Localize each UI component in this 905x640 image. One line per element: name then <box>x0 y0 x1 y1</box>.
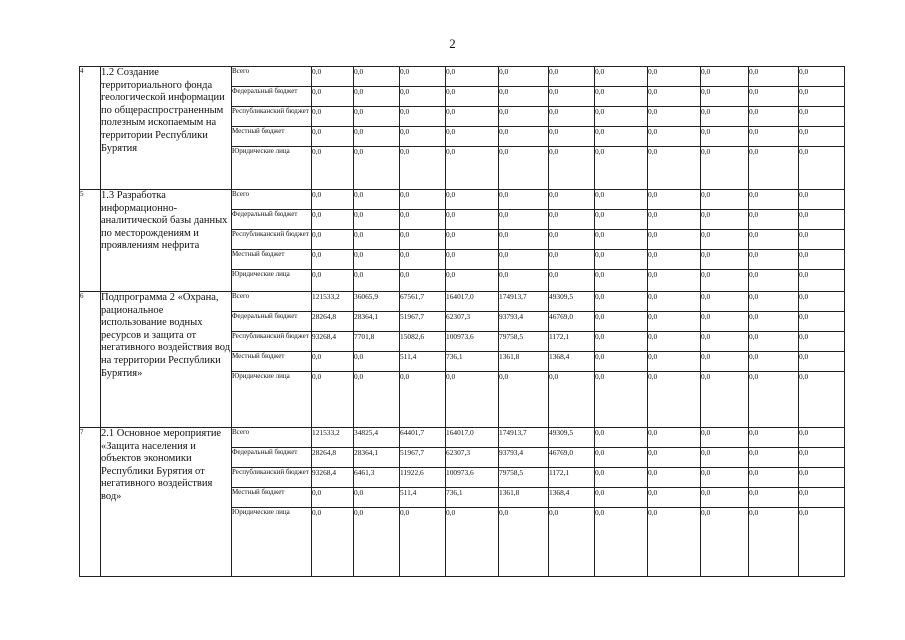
funding-source: Федеральный бюджет <box>232 87 312 107</box>
budget-value: 93793,4 <box>499 448 549 468</box>
budget-value: 0,0 <box>749 190 799 210</box>
budget-value: 0,0 <box>549 127 595 147</box>
budget-value: 0,0 <box>595 107 648 127</box>
budget-value: 0,0 <box>701 107 749 127</box>
budget-value: 51967,7 <box>400 312 446 332</box>
table-row <box>80 428 845 448</box>
budget-value: 0,0 <box>648 250 701 270</box>
budget-value: 0,0 <box>595 312 648 332</box>
budget-value: 0,0 <box>354 352 400 372</box>
budget-value: 0,0 <box>312 488 354 508</box>
budget-table <box>79 66 845 577</box>
budget-value: 0,0 <box>701 210 749 230</box>
funding-source: Местный бюджет <box>232 250 312 270</box>
budget-value: 0,0 <box>648 270 701 292</box>
budget-value: 11922,6 <box>400 468 446 488</box>
row-number: 5 <box>80 190 101 292</box>
budget-value: 0,0 <box>549 230 595 250</box>
budget-value: 0,0 <box>799 270 845 292</box>
budget-value: 174913,7 <box>499 292 549 312</box>
budget-value: 0,0 <box>701 292 749 312</box>
budget-value: 0,0 <box>648 67 701 87</box>
budget-value: 0,0 <box>701 352 749 372</box>
budget-value: 0,0 <box>595 250 648 270</box>
activity-name: 2.1 Основное мероприятие «Защита населения и объектов экономики Республики Бурятия от негативного воздействия вод» <box>101 428 232 577</box>
budget-value: 7701,8 <box>354 332 400 352</box>
budget-value: 0,0 <box>595 210 648 230</box>
budget-value: 0,0 <box>549 190 595 210</box>
budget-value: 67561,7 <box>400 292 446 312</box>
budget-value: 121533,2 <box>312 292 354 312</box>
budget-value: 0,0 <box>648 312 701 332</box>
funding-source: Юридические лица <box>232 270 312 292</box>
funding-source: Всего <box>232 190 312 210</box>
budget-value: 0,0 <box>354 147 400 190</box>
budget-value: 0,0 <box>595 352 648 372</box>
budget-value: 0,0 <box>499 372 549 428</box>
budget-value: 0,0 <box>595 488 648 508</box>
budget-value: 0,0 <box>701 190 749 210</box>
budget-value: 79758,5 <box>499 332 549 352</box>
budget-value: 0,0 <box>595 147 648 190</box>
budget-value: 0,0 <box>446 107 499 127</box>
budget-value: 0,0 <box>749 372 799 428</box>
budget-value: 0,0 <box>400 372 446 428</box>
budget-value: 0,0 <box>799 468 845 488</box>
budget-value: 0,0 <box>354 270 400 292</box>
budget-value: 0,0 <box>446 190 499 210</box>
budget-value: 0,0 <box>312 107 354 127</box>
budget-value: 0,0 <box>799 448 845 468</box>
funding-source: Республиканский бюджет <box>232 107 312 127</box>
budget-value: 0,0 <box>549 210 595 230</box>
budget-value: 0,0 <box>400 210 446 230</box>
budget-value: 164017,0 <box>446 428 499 448</box>
budget-value: 0,0 <box>595 372 648 428</box>
budget-value: 0,0 <box>799 292 845 312</box>
budget-value: 0,0 <box>312 87 354 107</box>
budget-value: 0,0 <box>354 230 400 250</box>
budget-value: 0,0 <box>595 292 648 312</box>
funding-source: Местный бюджет <box>232 488 312 508</box>
budget-value: 0,0 <box>446 67 499 87</box>
budget-value: 36065,9 <box>354 292 400 312</box>
funding-source: Федеральный бюджет <box>232 312 312 332</box>
budget-value: 0,0 <box>354 508 400 577</box>
budget-value: 0,0 <box>446 250 499 270</box>
budget-value: 49309,5 <box>549 292 595 312</box>
budget-value: 100973,6 <box>446 468 499 488</box>
funding-source: Республиканский бюджет <box>232 230 312 250</box>
budget-value: 0,0 <box>400 147 446 190</box>
budget-value: 0,0 <box>499 87 549 107</box>
budget-value: 79758,5 <box>499 468 549 488</box>
budget-value: 0,0 <box>312 127 354 147</box>
activity-name: 1.3 Разработка информационно-аналитической базы данных по месторождениям и проявлениям нефрита <box>101 190 232 292</box>
budget-value: 0,0 <box>799 190 845 210</box>
row-number: 4 <box>80 67 101 190</box>
funding-source: Местный бюджет <box>232 127 312 147</box>
budget-value: 511,4 <box>400 488 446 508</box>
budget-value: 0,0 <box>799 107 845 127</box>
funding-source: Всего <box>232 292 312 312</box>
budget-value: 0,0 <box>799 67 845 87</box>
budget-value: 0,0 <box>354 372 400 428</box>
budget-value: 0,0 <box>749 488 799 508</box>
budget-value: 0,0 <box>648 448 701 468</box>
budget-value: 0,0 <box>799 352 845 372</box>
budget-value: 0,0 <box>749 292 799 312</box>
budget-value: 0,0 <box>446 270 499 292</box>
funding-source: Республиканский бюджет <box>232 332 312 352</box>
budget-value: 0,0 <box>549 147 595 190</box>
budget-value: 0,0 <box>400 87 446 107</box>
budget-value: 0,0 <box>354 210 400 230</box>
budget-value: 0,0 <box>749 270 799 292</box>
budget-value: 0,0 <box>749 250 799 270</box>
budget-value: 62307,3 <box>446 448 499 468</box>
budget-value: 46769,0 <box>549 312 595 332</box>
funding-source: Федеральный бюджет <box>232 210 312 230</box>
budget-value: 0,0 <box>648 190 701 210</box>
funding-source: Местный бюджет <box>232 352 312 372</box>
budget-value: 1361,8 <box>499 352 549 372</box>
budget-value: 15082,6 <box>400 332 446 352</box>
funding-source: Республиканский бюджет <box>232 468 312 488</box>
budget-value: 0,0 <box>648 332 701 352</box>
budget-value: 0,0 <box>799 508 845 577</box>
budget-value: 0,0 <box>446 230 499 250</box>
budget-value: 0,0 <box>648 210 701 230</box>
budget-value: 0,0 <box>799 230 845 250</box>
budget-value: 0,0 <box>595 190 648 210</box>
budget-value: 0,0 <box>595 270 648 292</box>
budget-value: 0,0 <box>701 127 749 147</box>
budget-value: 0,0 <box>312 230 354 250</box>
budget-value: 93268,4 <box>312 332 354 352</box>
budget-value: 0,0 <box>749 107 799 127</box>
budget-value: 0,0 <box>595 87 648 107</box>
budget-value: 0,0 <box>749 312 799 332</box>
budget-value: 0,0 <box>701 468 749 488</box>
budget-value: 1361,8 <box>499 488 549 508</box>
budget-value: 0,0 <box>749 210 799 230</box>
budget-value: 0,0 <box>799 332 845 352</box>
activity-name: Подпрограмма 2 «Охрана, рациональное использование водных ресурсов и защита от негативного воздействия вод на территории Республики Бурятия» <box>101 292 232 428</box>
budget-value: 0,0 <box>799 87 845 107</box>
budget-value: 0,0 <box>354 190 400 210</box>
row-number: 6 <box>80 292 101 428</box>
budget-value: 0,0 <box>400 230 446 250</box>
budget-value: 0,0 <box>312 508 354 577</box>
budget-value: 0,0 <box>749 87 799 107</box>
budget-value: 0,0 <box>446 372 499 428</box>
budget-value: 0,0 <box>312 250 354 270</box>
budget-value: 0,0 <box>749 352 799 372</box>
budget-value: 0,0 <box>701 147 749 190</box>
budget-value: 0,0 <box>749 230 799 250</box>
budget-value: 0,0 <box>595 448 648 468</box>
budget-value: 62307,3 <box>446 312 499 332</box>
budget-value: 0,0 <box>648 488 701 508</box>
budget-value: 51967,7 <box>400 448 446 468</box>
budget-value: 121533,2 <box>312 428 354 448</box>
budget-value: 0,0 <box>400 127 446 147</box>
budget-value: 93793,4 <box>499 312 549 332</box>
budget-value: 0,0 <box>701 372 749 428</box>
budget-value: 0,0 <box>549 270 595 292</box>
budget-value: 736,1 <box>446 352 499 372</box>
funding-source: Всего <box>232 67 312 87</box>
budget-value: 1172,1 <box>549 468 595 488</box>
budget-value: 0,0 <box>749 468 799 488</box>
row-number: 7 <box>80 428 101 577</box>
budget-value: 0,0 <box>701 270 749 292</box>
funding-source: Федеральный бюджет <box>232 448 312 468</box>
budget-value: 0,0 <box>648 107 701 127</box>
budget-value: 0,0 <box>354 250 400 270</box>
budget-value: 0,0 <box>799 210 845 230</box>
budget-value: 0,0 <box>799 488 845 508</box>
budget-value: 0,0 <box>799 127 845 147</box>
budget-value: 0,0 <box>648 468 701 488</box>
budget-value: 0,0 <box>549 508 595 577</box>
budget-value: 0,0 <box>499 147 549 190</box>
budget-value: 0,0 <box>701 332 749 352</box>
budget-value: 0,0 <box>549 372 595 428</box>
budget-value: 0,0 <box>799 428 845 448</box>
budget-value: 0,0 <box>499 230 549 250</box>
budget-value: 64401,7 <box>400 428 446 448</box>
budget-value: 0,0 <box>799 372 845 428</box>
budget-value: 0,0 <box>648 87 701 107</box>
budget-value: 0,0 <box>701 67 749 87</box>
budget-value: 0,0 <box>499 127 549 147</box>
budget-value: 0,0 <box>499 250 549 270</box>
budget-value: 93268,4 <box>312 468 354 488</box>
budget-value: 0,0 <box>701 508 749 577</box>
budget-value: 0,0 <box>648 147 701 190</box>
activity-name: 1.2 Создание территориального фонда геологической информации по общераспространенным полезным ископаемым на территории Республики Бурятия <box>101 67 232 190</box>
budget-value: 0,0 <box>749 127 799 147</box>
budget-value: 0,0 <box>799 250 845 270</box>
budget-value: 0,0 <box>749 147 799 190</box>
budget-value: 0,0 <box>312 372 354 428</box>
budget-value: 0,0 <box>799 312 845 332</box>
budget-value: 0,0 <box>354 107 400 127</box>
budget-value: 0,0 <box>446 127 499 147</box>
budget-value: 511,4 <box>400 352 446 372</box>
budget-value: 0,0 <box>312 270 354 292</box>
table-row <box>80 190 845 210</box>
budget-value: 0,0 <box>549 87 595 107</box>
budget-value: 0,0 <box>701 230 749 250</box>
budget-value: 0,0 <box>595 67 648 87</box>
budget-value: 1368,4 <box>549 352 595 372</box>
budget-value: 0,0 <box>400 270 446 292</box>
budget-value: 0,0 <box>648 508 701 577</box>
budget-value: 0,0 <box>400 508 446 577</box>
budget-value: 28364,1 <box>354 312 400 332</box>
budget-value: 28264,8 <box>312 312 354 332</box>
budget-value: 0,0 <box>446 508 499 577</box>
budget-value: 0,0 <box>749 67 799 87</box>
budget-value: 100973,6 <box>446 332 499 352</box>
budget-value: 174913,7 <box>499 428 549 448</box>
budget-value: 0,0 <box>749 508 799 577</box>
budget-value: 0,0 <box>499 210 549 230</box>
funding-source: Юридические лица <box>232 372 312 428</box>
budget-value: 0,0 <box>549 67 595 87</box>
budget-value: 0,0 <box>312 147 354 190</box>
budget-value: 0,0 <box>648 352 701 372</box>
budget-value: 28264,8 <box>312 448 354 468</box>
budget-value: 0,0 <box>648 428 701 448</box>
table-row <box>80 292 845 312</box>
budget-value: 0,0 <box>446 147 499 190</box>
budget-value: 0,0 <box>549 107 595 127</box>
budget-value: 0,0 <box>648 127 701 147</box>
budget-value: 46769,0 <box>549 448 595 468</box>
budget-value: 0,0 <box>354 488 400 508</box>
budget-value: 0,0 <box>499 107 549 127</box>
funding-source: Юридические лица <box>232 508 312 577</box>
budget-value: 0,0 <box>400 190 446 210</box>
budget-value: 0,0 <box>595 508 648 577</box>
budget-value: 0,0 <box>648 230 701 250</box>
budget-value: 0,0 <box>446 210 499 230</box>
budget-value: 164017,0 <box>446 292 499 312</box>
budget-value: 0,0 <box>749 332 799 352</box>
budget-value: 0,0 <box>312 67 354 87</box>
budget-value: 0,0 <box>400 107 446 127</box>
budget-value: 0,0 <box>701 250 749 270</box>
budget-value: 1368,4 <box>549 488 595 508</box>
budget-value: 0,0 <box>499 190 549 210</box>
budget-value: 0,0 <box>354 127 400 147</box>
budget-value: 0,0 <box>701 312 749 332</box>
budget-value: 0,0 <box>749 428 799 448</box>
budget-value: 0,0 <box>354 87 400 107</box>
budget-value: 0,0 <box>701 87 749 107</box>
budget-value: 6461,3 <box>354 468 400 488</box>
budget-value: 0,0 <box>701 488 749 508</box>
budget-value: 0,0 <box>354 67 400 87</box>
budget-value: 0,0 <box>400 250 446 270</box>
budget-value: 0,0 <box>648 372 701 428</box>
budget-value: 0,0 <box>499 508 549 577</box>
budget-value: 0,0 <box>312 352 354 372</box>
budget-value: 1172,1 <box>549 332 595 352</box>
budget-value: 0,0 <box>549 250 595 270</box>
budget-value: 34825,4 <box>354 428 400 448</box>
budget-value: 0,0 <box>446 87 499 107</box>
budget-value: 0,0 <box>799 147 845 190</box>
budget-value: 0,0 <box>499 67 549 87</box>
budget-value: 0,0 <box>749 448 799 468</box>
budget-value: 0,0 <box>595 127 648 147</box>
budget-value: 0,0 <box>595 428 648 448</box>
budget-value: 0,0 <box>595 332 648 352</box>
budget-value: 0,0 <box>312 190 354 210</box>
budget-value: 0,0 <box>595 230 648 250</box>
budget-value: 0,0 <box>701 448 749 468</box>
funding-source: Юридические лица <box>232 147 312 190</box>
budget-value: 736,1 <box>446 488 499 508</box>
budget-value: 0,0 <box>312 210 354 230</box>
budget-value: 0,0 <box>595 468 648 488</box>
budget-value: 0,0 <box>499 270 549 292</box>
budget-value: 49309,5 <box>549 428 595 448</box>
budget-value: 0,0 <box>400 67 446 87</box>
funding-source: Всего <box>232 428 312 448</box>
budget-value: 0,0 <box>648 292 701 312</box>
page-number: 2 <box>449 36 456 51</box>
budget-value: 0,0 <box>701 428 749 448</box>
table-row <box>80 67 845 87</box>
budget-value: 28364,1 <box>354 448 400 468</box>
